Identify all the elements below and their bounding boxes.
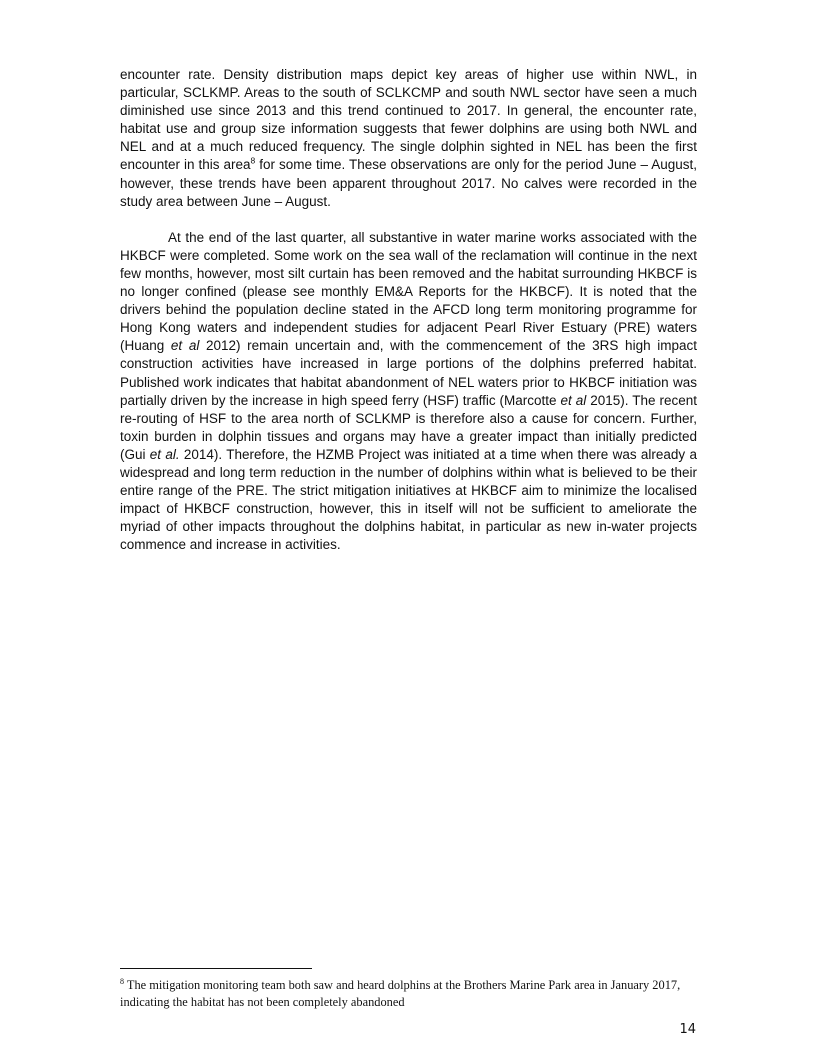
text-run: 2015). The recent re-routing of HSF to the area north of SCLKMP is therefore also a cause for concern. Further, toxin burden in dolphin tissues and organs may have a greater impact than initially predicted (Gui — [120, 392, 697, 462]
italic-run: et al. — [149, 446, 180, 462]
footnote-marker: 8 — [120, 976, 124, 986]
footnote — [120, 977, 700, 1011]
footnote-separator — [120, 968, 312, 969]
text-run: for some time. These observations are only for the period June – August, however, these trends have been apparent throughout 2017. No calves were recorded in the study area between June – August. — [120, 157, 697, 209]
italic-run: et al — [170, 338, 200, 354]
text-run: 2012) remain uncertain and, with the commencement of the 3RS high impact construction activities have increased in large portions of the dolphins preferred habitat. Published work indicates that habitat abandonment of NEL waters prior to HKBCF initiation was partially driven by the increase in high speed ferry (HSF) traffic (Marcotte — [120, 338, 697, 408]
text-run: 2014). Therefore, the HZMB Project was initiated at a time when there was already a widespread and long term reduction in the number of dolphins within what is believed to be their entire range of the PRE. The strict mitigation initiatives at HKBCF aim to minimize the localised impact of HKBCF construction, however, this in itself will not be sufficient to ameliorate the myriad of other impacts throughout the dolphins habitat, in particular as new in-water projects commence and increase in activities. — [120, 446, 697, 553]
footnote-reference: 8 — [250, 155, 256, 166]
text-run: At the end of the last quarter, all substantive in water marine works associated with the HKBCF were completed. Some work on the sea wall of the reclamation will continue in the next few months, however, most silt curtain has been removed and the habitat surrounding HKBCF is no longer confined (please see monthly EM&A Reports for the HKBCF). It is noted that the drivers behind the population decline stated in the AFCD long term monitoring programme for Hong Kong waters and independent studies for adjacent Pearl River Estuary (PRE) waters (Huang — [120, 229, 697, 354]
paragraph-1 — [120, 66, 697, 211]
footnote-text: The mitigation monitoring team both saw and heard dolphins at the Brothers Marine Park area in January 2017, indicating the habitat has not been completely abandoned — [120, 978, 681, 1009]
italic-run: et al — [560, 392, 587, 408]
text-run: encounter rate. Density distribution maps depict key areas of higher use within NWL, in particular, SCLKMP. Areas to the south of SCLKCMP and south NWL sector have seen a much diminished use since 2013 and this trend continued to 2017. In general, the encounter rate, habitat use and group size information suggests that fewer dolphins are using both NWL and NEL and at a much reduced frequency. The single dolphin sighted in NEL has been the first encounter in this area — [120, 67, 697, 173]
page-number: 14 — [679, 1022, 696, 1037]
body-text — [120, 66, 697, 554]
paragraph-2 — [120, 229, 697, 555]
